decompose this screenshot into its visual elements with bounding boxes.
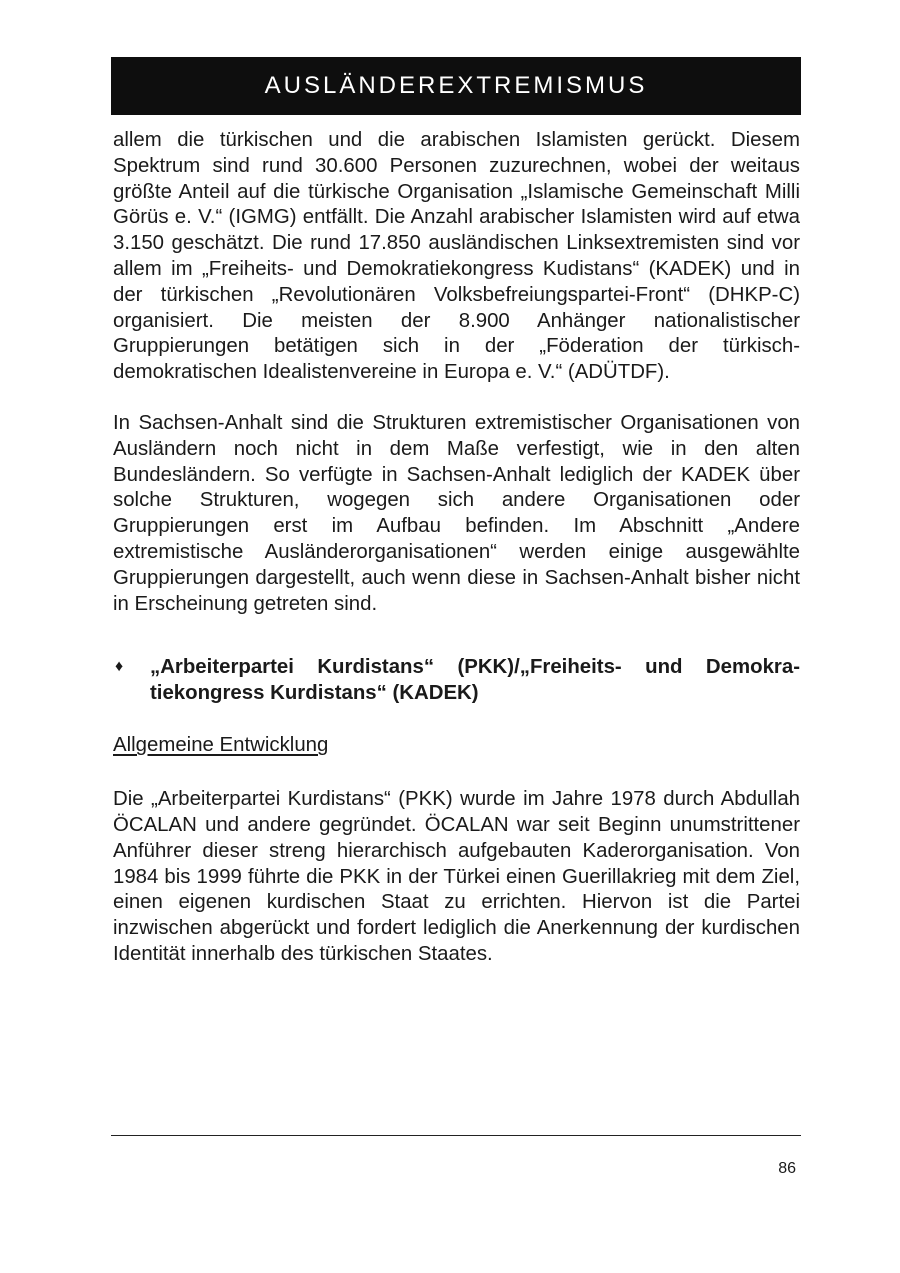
paragraph-intro: allem die türkischen und die arabischen Islamisten gerückt. Diesem Spektrum sind rund 30.600 Personen zuzurechnen, wobei der weitaus größte Anteil auf die türkische Organisation „Islamische Gemeinschaft Milli Görüs e. V.“ (IGMG) entfällt. Die Anzahl arabischer Islamisten wird auf etwa 3.150 geschätzt. Die rund 17.850 ausländischen Linksextremisten sind vor allem im „Freiheits- und Demokratiekongress Kudistans“ (KADEK) und in der türkischen „Revolutionären Volksbefreiungspartei-Front“ (DHKP-C) organisiert. Die meisten der 8.900 Anhänger nationalistischer Gruppierungen betätigen sich in der „Föderation der türkisch-demokratischen Idealistenvereine in Europa e. V.“ (ADÜTDF). [113,129,800,384]
paragraph-sachsen-anhalt: In Sachsen-Anhalt sind die Strukturen extremistischer Organisationen von Ausländern noch nicht in dem Maße verfestigt, wie in den alten Bundesländern. So verfügte in Sachsen-Anhalt lediglich der KADEK über solche Strukturen, wogegen sich andere Organisationen oder Gruppierungen erst im Aufbau befinden. Im Abschnitt „Andere extremistische Ausländerorganisationen“ werden einige ausgewählte Gruppierungen dargestellt, auch wenn diese in Sachsen-Anhalt bisher nicht in Erscheinung getreten sind. [113,411,800,615]
chapter-title: AUSLÄNDEREXTREMISMUS [264,72,648,99]
chapter-header-bar [111,57,801,115]
page-content [113,128,800,968]
section-heading [113,654,800,706]
subsection-heading: Allgemeine Entwicklung [113,734,329,757]
section-heading-text: „Arbeiterpartei Kurdistans“ (PKK)/„Freiheits- und Demokratiekongress Kurdistans“ (KADEK) [150,656,800,705]
paragraph-pkk-history: Die „Arbeiterpartei Kurdistans“ (PKK) wurde im Jahre 1978 durch Abdullah ÖCALAN und andere gegründet. ÖCALAN war seit Beginn unumstrittener Anführer dieser streng hierarchisch aufgebauten Kaderorganisation. Von 1984 bis 1999 führte die PKK in der Türkei einen Guerillakrieg mit dem Ziel, einen eigenen kurdischen Staat zu errichten. Hiervon ist die Partei inzwischen abgerückt und fordert lediglich die Anerkennung der kurdischen Identität innerhalb des türkischen Staates. [113,788,800,965]
diamond-bullet-icon: ♦ [115,658,124,676]
page-number: 86 [778,1160,796,1177]
footer-divider [111,1135,801,1136]
